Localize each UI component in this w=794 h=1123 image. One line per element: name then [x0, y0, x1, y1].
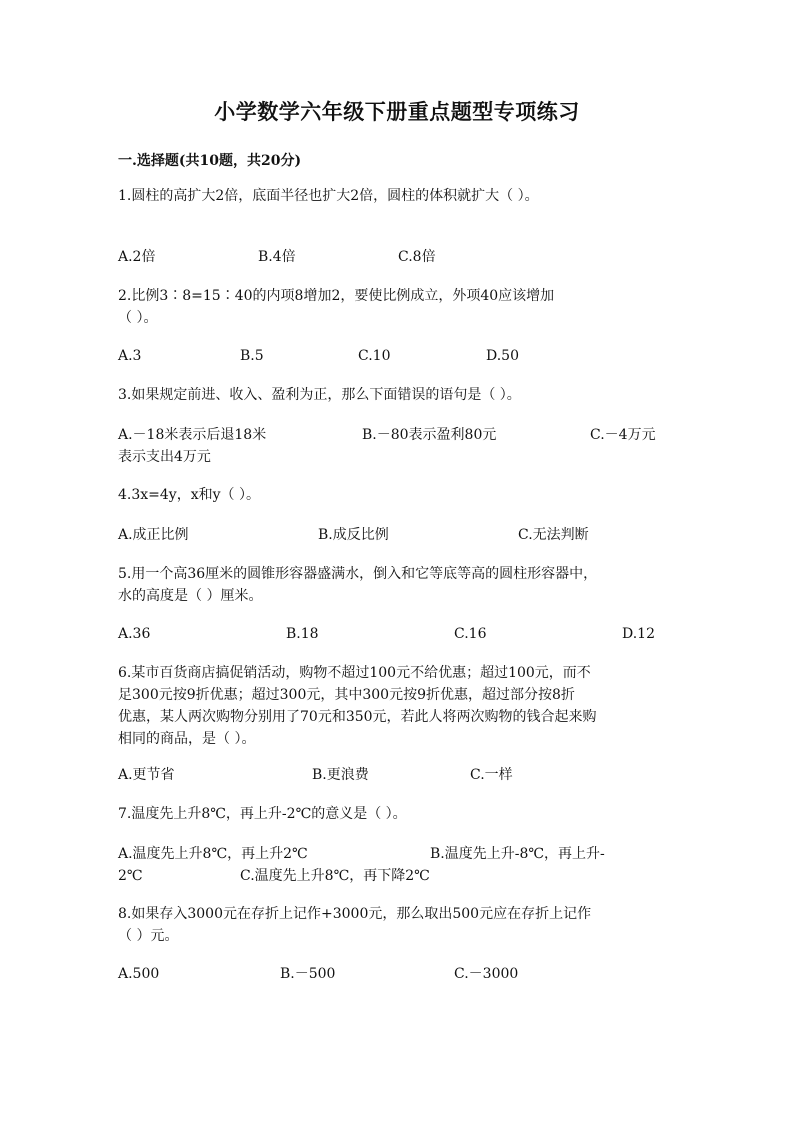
question-text: 8.如果存入3000元在存折上记作+3000元，那么取出500元应在存折上记作 [118, 906, 592, 922]
option-a: A.更节省 [118, 767, 175, 783]
question-text: 相同的商品，是（ ）。 [118, 731, 256, 747]
option-b: B.4倍 [258, 249, 296, 265]
option-a: A.3 [118, 348, 142, 364]
option-c: C.10 [358, 348, 391, 364]
question-text: 2.比例3∶8=15∶40的内项8增加2，要使比例成立，外项40应该增加 [118, 288, 555, 304]
question-text: 足300元按9折优惠；超过300元，其中300元按9折优惠，超过部分按8折 [118, 687, 575, 703]
option-c: C.－3000 [454, 966, 519, 982]
option-b: B.－80表示盈利80元 [362, 427, 497, 443]
option-b-continued: 2℃ [118, 868, 143, 884]
question-text: 1.圆柱的高扩大2倍，底面半径也扩大2倍，圆柱的体积就扩大（ ）。 [118, 188, 539, 204]
option-b: B.5 [240, 348, 264, 364]
option-a: A.成正比例 [118, 527, 189, 543]
option-a: A.500 [118, 966, 160, 982]
section-heading: 一.选择题(共10题，共20分) [118, 153, 302, 169]
question-text: 4.3x=4y，x和y（ ）。 [118, 487, 260, 503]
option-c: C.8倍 [398, 249, 436, 265]
option-c-continued: 表示支出4万元 [118, 449, 211, 465]
option-d: D.50 [486, 348, 519, 364]
option-b: B.更浪费 [312, 767, 369, 783]
question-text: 3.如果规定前进、收入、盈利为正，那么下面错误的语句是（ ）。 [118, 387, 521, 403]
option-c: C.温度先上升8℃，再下降2℃ [240, 868, 430, 884]
option-a: A.温度先上升8℃，再上升2℃ [118, 846, 308, 862]
question-text: （ ）元。 [118, 928, 179, 944]
option-b: B.成反比例 [318, 527, 389, 543]
option-a: A.36 [118, 626, 151, 642]
option-d: D.12 [622, 626, 655, 642]
question-text: 5.用一个高36厘米的圆锥形容器盛满水，倒入和它等底等高的圆柱形容器中， [118, 566, 598, 582]
question-text: 水的高度是（ ）厘米。 [118, 588, 263, 604]
question-text: 优惠，某人两次购物分别用了70元和350元，若此人将两次购物的钱合起来购 [118, 709, 597, 725]
option-a: A.－18米表示后退18米 [118, 427, 267, 443]
option-c: C.－4万元 [590, 427, 656, 443]
option-a: A.2倍 [118, 249, 156, 265]
option-b: B.－500 [280, 966, 336, 982]
question-text: （ ）。 [118, 310, 158, 326]
option-c: C.一样 [470, 767, 513, 783]
question-text: 7.温度先上升8℃，再上升-2℃的意义是（ ）。 [118, 806, 407, 822]
option-b: B.18 [286, 626, 319, 642]
option-c: C.无法判断 [518, 527, 589, 543]
option-b: B.温度先上升-8℃，再上升- [430, 846, 605, 862]
question-text: 6.某市百货商店搞促销活动，购物不超过100元不给优惠；超过100元，而不 [118, 665, 591, 681]
page-title: 小学数学六年级下册重点题型专项练习 [214, 99, 580, 124]
option-c: C.16 [454, 626, 487, 642]
